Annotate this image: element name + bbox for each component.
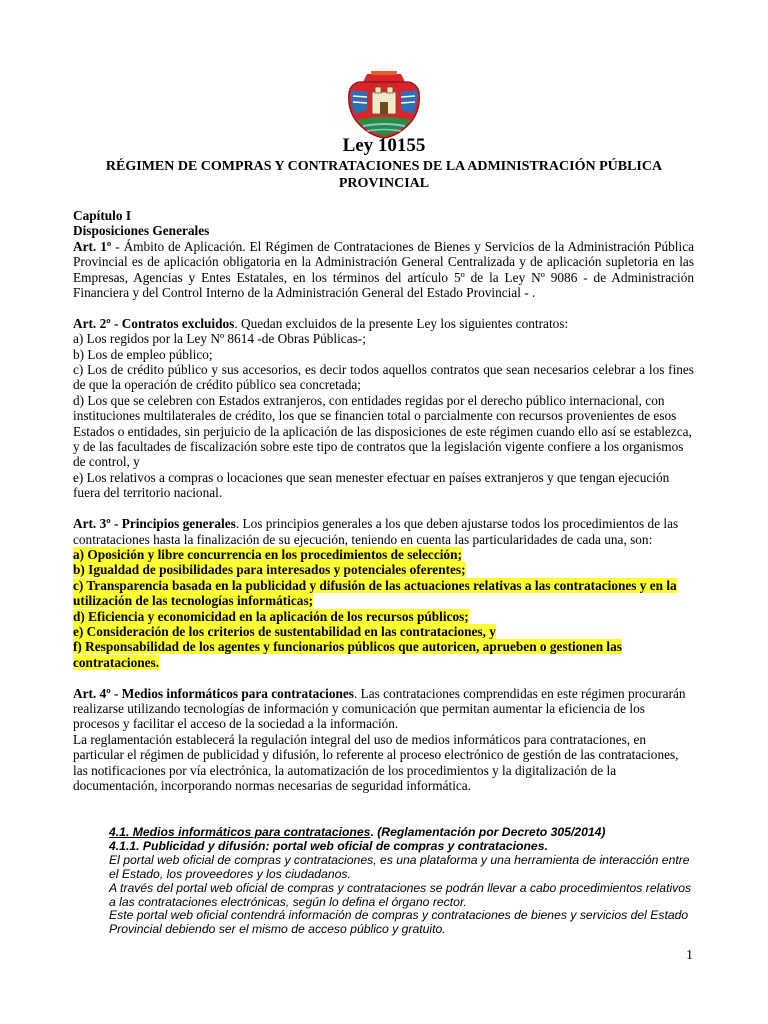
list-item: b) Los de empleo público; [73, 346, 213, 362]
list-item: d) Los que se celebren con Estados extranjeros, con entidades regidas por el derecho público internacional, con instituciones multilaterales de crédito, los que se financien total o parcialmente con recursos provenientes de esos Estados o entidades, sin perjuicio de la aplicación de las disposiciones de este régimen cuando ello así se establezca, y de las facultades de fiscalización sobre este tipo de contratos que la legislación vigente confiere a los organismos de control, y [73, 392, 692, 470]
regulation-subheading: 4.1.1. Publicidad y difusión: portal web oficial de compras y contrataciones. [109, 838, 548, 853]
list-item-highlighted: a) Oposición y libre concurrencia en los procedimientos de selección; [73, 546, 462, 562]
chapter-label: Capítulo I [73, 208, 132, 223]
list-item-highlighted: d) Eficiencia y economicidad en la aplicación de los recursos públicos; [73, 608, 469, 624]
list-item-highlighted: b) Igualdad de posibilidades para interesados y potenciales oferentes; [73, 562, 466, 578]
article-2-label: Art. 2º - Contratos excluidos [73, 315, 235, 331]
list-item: c) Los de crédito público y sus accesorios, es decir todos aquellos contratos que sean necesarios celebrar a los fines de que la operación de crédito público sea concretada; [73, 362, 694, 393]
article-1 [73, 239, 694, 301]
law-title: Ley 10155 [342, 135, 426, 156]
article-2: Art. 2º - Contratos excluidos. Quedan excluidos de la presente Ley los siguientes contratos: [73, 315, 569, 331]
chapter-heading: Disposiciones Generales [73, 223, 210, 239]
article-4-label: Art. 4º - Medios informáticos para contrataciones [73, 685, 354, 701]
regulation-block [109, 826, 699, 937]
law-body [73, 208, 694, 793]
regulation-paragraph: El portal web oficial de compras y contrataciones, es una plataforma y una herramienta de interacción entre el Estado, los proveedores y los ciudadanos. [109, 852, 690, 881]
regulation-paragraph: Este portal web oficial contendrá información de compras y contrataciones de bienes y servicios del Estado Provincial debiendo ser el mismo de acceso público y gratuito. [109, 908, 689, 937]
article-4-paragraph: La reglamentación establecerá la regulación integral del uso de medios informáticos para contrataciones, en particular el régimen de publicidad y difusión, lo referente al proceso electrónico de gestión de las contrataciones, las notificaciones por vía electrónica, la automatización de los procedimientos y la digitalización de la documentación, incorporando normas necesarias de seguridad informática. [73, 731, 679, 793]
regulation-heading: 4.1. Medios informáticos para contrataciones. (Reglamentación por Decreto 305/2014) [109, 825, 606, 839]
article-1-text: - Ámbito de Aplicación. El Régimen de Contrataciones de Bienes y Servicios de la Administración Pública Provincial es de aplicación obligatoria en la Administración General Centralizada y de aplicación supletoria en las Empresas, Agencias y Entes Estatales, en los términos del artículo 5º de la Ley Nº 9086 - de Administración Financiera y del Control Interno de la Administración General del Estado Provincial - . [73, 238, 694, 301]
article-3-label: Art. 3º - Principios generales [73, 516, 236, 532]
list-item-highlighted: f) Responsabilidad de los agentes y funcionarios públicos que autoricen, aprueben o gestionen las contrataciones. [73, 639, 622, 670]
list-item: a) Los regidos por la Ley Nº 8614 -de Obras Públicas-; [73, 331, 366, 347]
provincial-coat-of-arms-icon [345, 70, 423, 140]
page-number: 1 [686, 948, 693, 963]
law-subtitle: RÉGIMEN DE COMPRAS Y CONTRATACIONES DE LA ADMINISTRACIÓN PÚBLICA PROVINCIAL [105, 159, 663, 191]
article-1-label: Art. 1º [73, 238, 112, 254]
list-item-highlighted: e) Consideración de los criterios de sustentabilidad en las contrataciones, y [73, 623, 496, 639]
list-item-highlighted: c) Transparencia basada en la publicidad y difusión de las actuaciones relativas a las contrataciones y en la utilización de las tecnologías informáticas; [73, 577, 677, 609]
regulation-paragraph: A través del portal web oficial de compras y contrataciones se podrán llevar a cabo procedimientos relativos a las contrataciones electrónicas, según lo defina el órgano rector. [109, 880, 692, 909]
article-3: Art. 3º - Principios generales. Los principios generales a los que deben ajustarse todos los procedimientos de las contrataciones hasta la finalización de su ejecución, teniendo en cuenta las particularidades de cada una, son: [73, 516, 679, 547]
list-item: e) Los relativos a compras o locaciones que sean menester efectuar en países extranjeros y que tengan ejecución fuera del territorio nacional. [73, 469, 670, 501]
article-4: Art. 4º - Medios informáticos para contrataciones. Las contrataciones comprendidas en este régimen procurarán realizarse utilizando tecnologías de información y comunicación que permitan aumentar la eficiencia de los procesos y facilitar el acceso de la sociedad a la información. [73, 685, 686, 732]
